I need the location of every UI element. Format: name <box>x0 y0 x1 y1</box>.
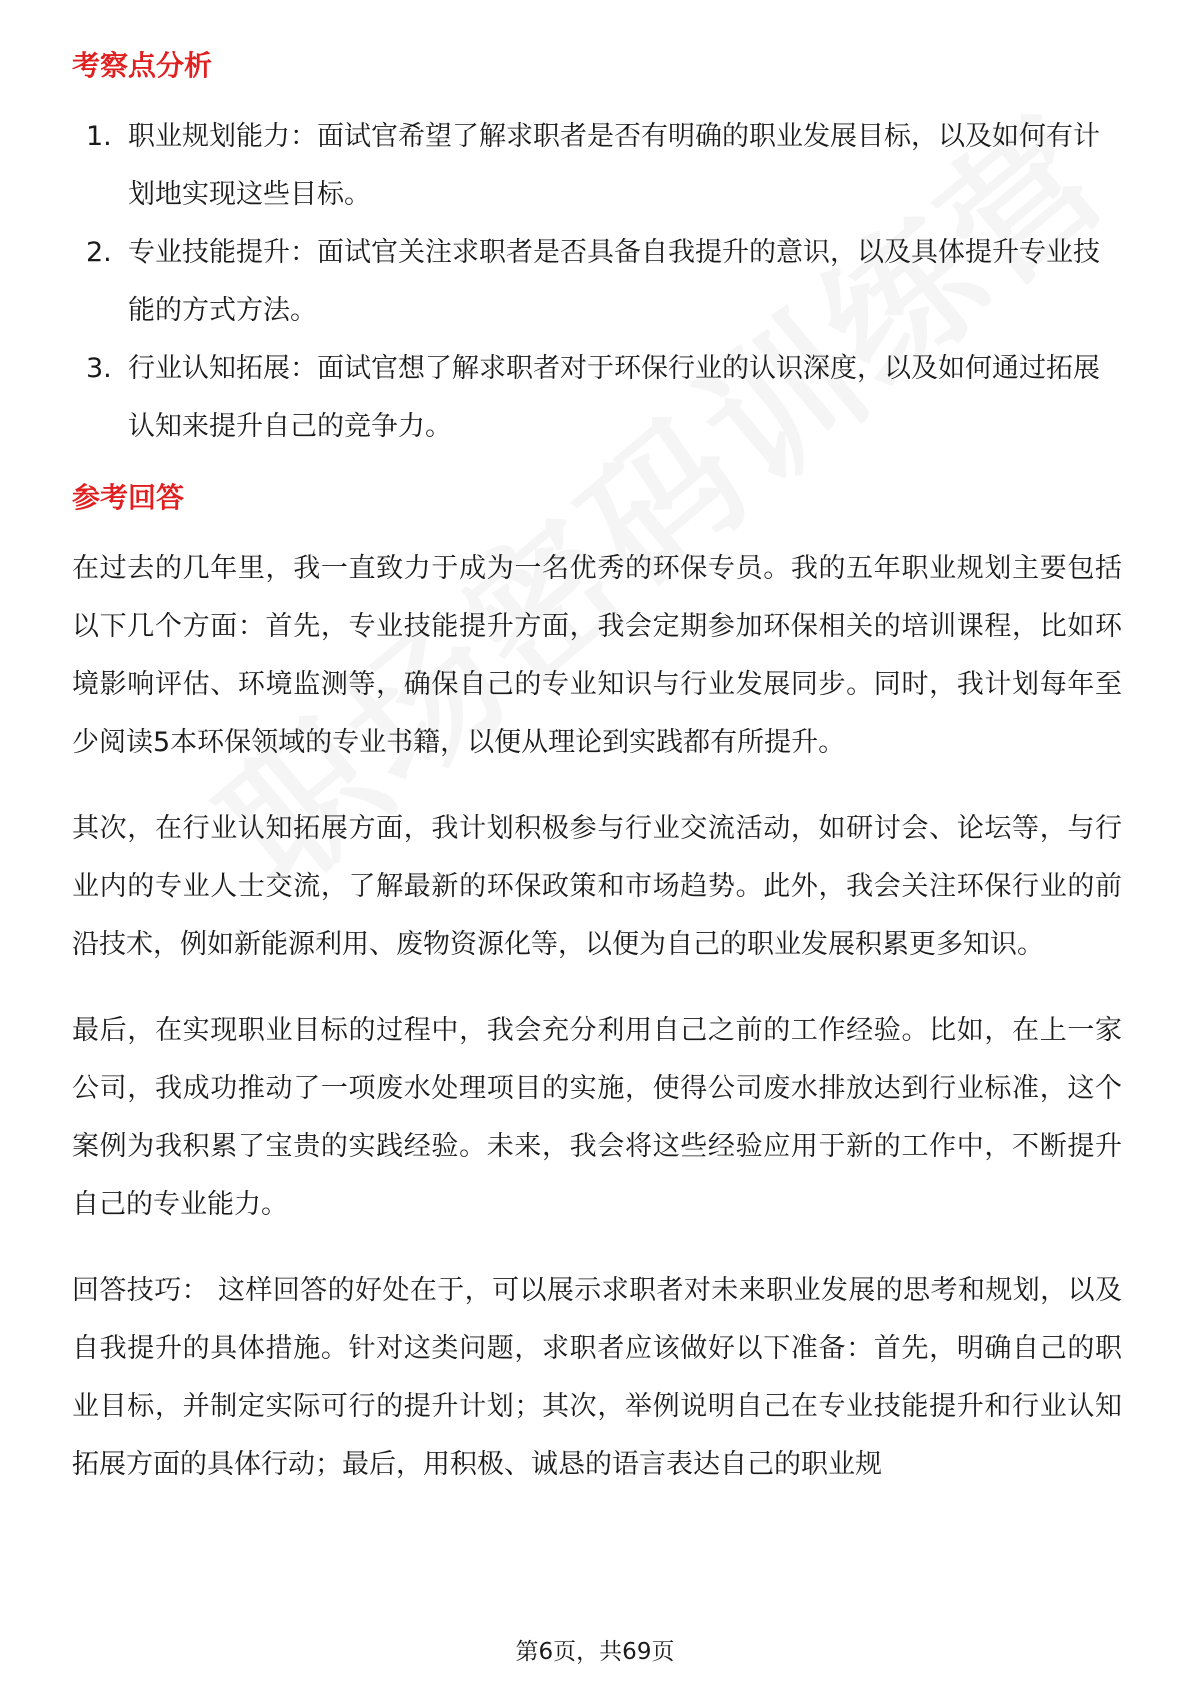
answer-paragraph: 其次，在行业认知拓展方面，我计划积极参与行业交流活动，如研讨会、论坛等，与行业内的专业人士交流，了解最新的环保政策和市场趋势。此外，我会关注环保行业的前沿技术，例如新能源利用、废物资源化等，以便为自己的职业发展积累更多知识。 <box>72 813 1122 960</box>
list-item-number: 2. <box>86 237 112 268</box>
page-content <box>72 46 1122 1522</box>
list-item-text: 专业技能提升：面试官关注求职者是否具备自我提升的意识，以及具体提升专业技能的方式方法。 <box>128 237 1100 326</box>
list-item-text: 行业认知拓展：面试官想了解求职者对于环保行业的认识深度，以及如何通过拓展认知来提升自己的竞争力。 <box>128 353 1100 442</box>
answer-paragraph: 在过去的几年里，我一直致力于成为一名优秀的环保专员。我的五年职业规划主要包括以下几个方面：首先，专业技能提升方面，我会定期参加环保相关的培训课程，比如环境影响评估、环境监测等，确保自己的专业知识与行业发展同步。同时，我计划每年至少阅读5本环保领域的专业书籍，以便从理论到实践都有所提升。 <box>72 553 1122 758</box>
page-number: 第6页，共69页 <box>515 1639 675 1665</box>
list-item <box>72 340 1122 456</box>
list-item <box>72 108 1122 224</box>
list-item-number: 3. <box>86 353 112 384</box>
list-item-text: 职业规划能力：面试官希望了解求职者是否有明确的职业发展目标，以及如何有计划地实现这些目标。 <box>128 121 1100 210</box>
list-item-number: 1. <box>86 121 112 152</box>
answer-paragraph: 最后，在实现职业目标的过程中，我会充分利用自己之前的工作经验。比如，在上一家公司，我成功推动了一项废水处理项目的实施，使得公司废水排放达到行业标准，这个案例为我积累了宝贵的实践经验。未来，我会将这些经验应用于新的工作中，不断提升自己的专业能力。 <box>72 1015 1122 1220</box>
section-title-reference-answer: 参考回答 <box>72 481 185 514</box>
answer-tips-paragraph: 回答技巧： 这样回答的好处在于，可以展示求职者对未来职业发展的思考和规划，以及自我提升的具体措施。针对这类问题，求职者应该做好以下准备：首先，明确自己的职业目标，并制定实际可行的提升计划；其次，举例说明自己在专业技能提升和行业认知拓展方面的具体行动；最后，用积极、诚恳的语言表达自己的职业规 <box>72 1275 1122 1480</box>
analysis-list <box>72 108 1122 456</box>
section-title-analysis: 考察点分析 <box>72 49 213 82</box>
list-item <box>72 224 1122 340</box>
